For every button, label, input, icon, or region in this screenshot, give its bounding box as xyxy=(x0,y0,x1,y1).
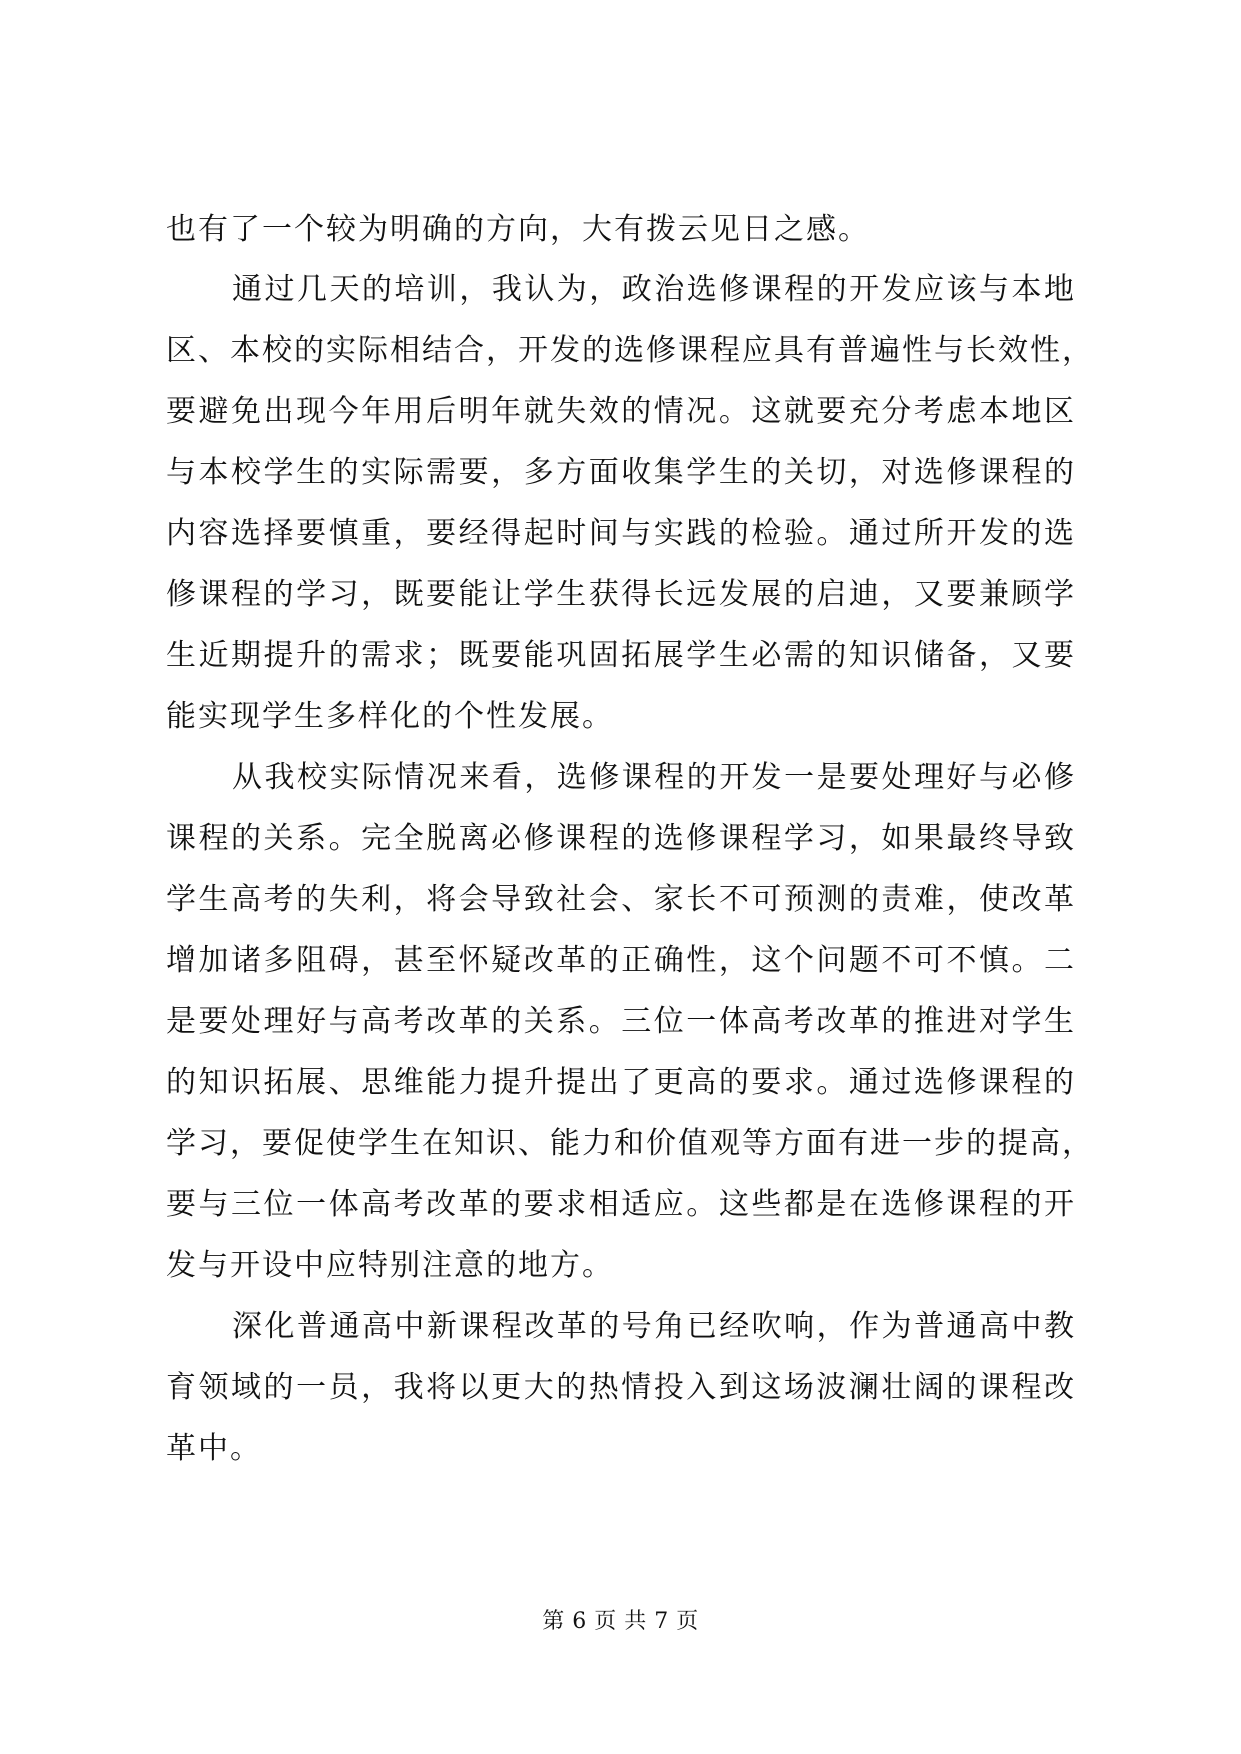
paragraph-line: 区、本校的实际相结合，开发的选修课程应具有普遍性与长效性， xyxy=(166,333,1094,368)
paragraph-line: 能实现学生多样化的个性发展。 xyxy=(166,699,614,734)
paragraph-line: 学生高考的失利，将会导致社会、家长不可预测的责难，使改革 xyxy=(166,882,1076,917)
paragraph-line: 要与三位一体高考改革的要求相适应。这些都是在选修课程的开 xyxy=(166,1187,1076,1222)
paragraph-line: 从我校实际情况来看，选修课程的开发一是要处理好与必修 xyxy=(232,760,1076,795)
paragraph-line: 生近期提升的需求；既要能巩固拓展学生必需的知识储备，又要 xyxy=(166,638,1076,673)
paragraph-line: 也有了一个较为明确的方向，大有拨云见日之感。 xyxy=(166,212,870,247)
paragraph-line: 革中。 xyxy=(166,1431,262,1466)
paragraph-line: 要避免出现今年用后明年就失效的情况。这就要充分考虑本地区 xyxy=(166,394,1076,429)
page-number-footer: 第 6 页 共 7 页 xyxy=(542,1609,699,1634)
paragraph-line: 与本校学生的实际需要，多方面收集学生的关切，对选修课程的 xyxy=(166,455,1076,490)
paragraph-line: 修课程的学习，既要能让学生获得长远发展的启迪，又要兼顾学 xyxy=(166,577,1076,612)
paragraph-line: 增加诸多阻碍，甚至怀疑改革的正确性，这个问题不可不慎。二 xyxy=(166,943,1076,978)
paragraph-line: 内容选择要慎重，要经得起时间与实践的检验。通过所开发的选 xyxy=(166,516,1076,551)
paragraph-line: 深化普通高中新课程改革的号角已经吹响，作为普通高中教 xyxy=(232,1309,1076,1344)
paragraph-line: 是要处理好与高考改革的关系。三位一体高考改革的推进对学生 xyxy=(166,1004,1076,1039)
paragraph-line: 发与开设中应特别注意的地方。 xyxy=(166,1248,614,1283)
paragraph-line: 的知识拓展、思维能力提升提出了更高的要求。通过选修课程的 xyxy=(166,1065,1076,1100)
paragraph-line: 课程的关系。完全脱离必修课程的选修课程学习，如果最终导致 xyxy=(166,821,1076,856)
paragraph-line: 学习，要促使学生在知识、能力和价值观等方面有进一步的提高， xyxy=(166,1126,1094,1161)
paragraph-line: 育领域的一员，我将以更大的热情投入到这场波澜壮阔的课程改 xyxy=(166,1370,1076,1405)
paragraph-line: 通过几天的培训，我认为，政治选修课程的开发应该与本地 xyxy=(232,272,1076,307)
